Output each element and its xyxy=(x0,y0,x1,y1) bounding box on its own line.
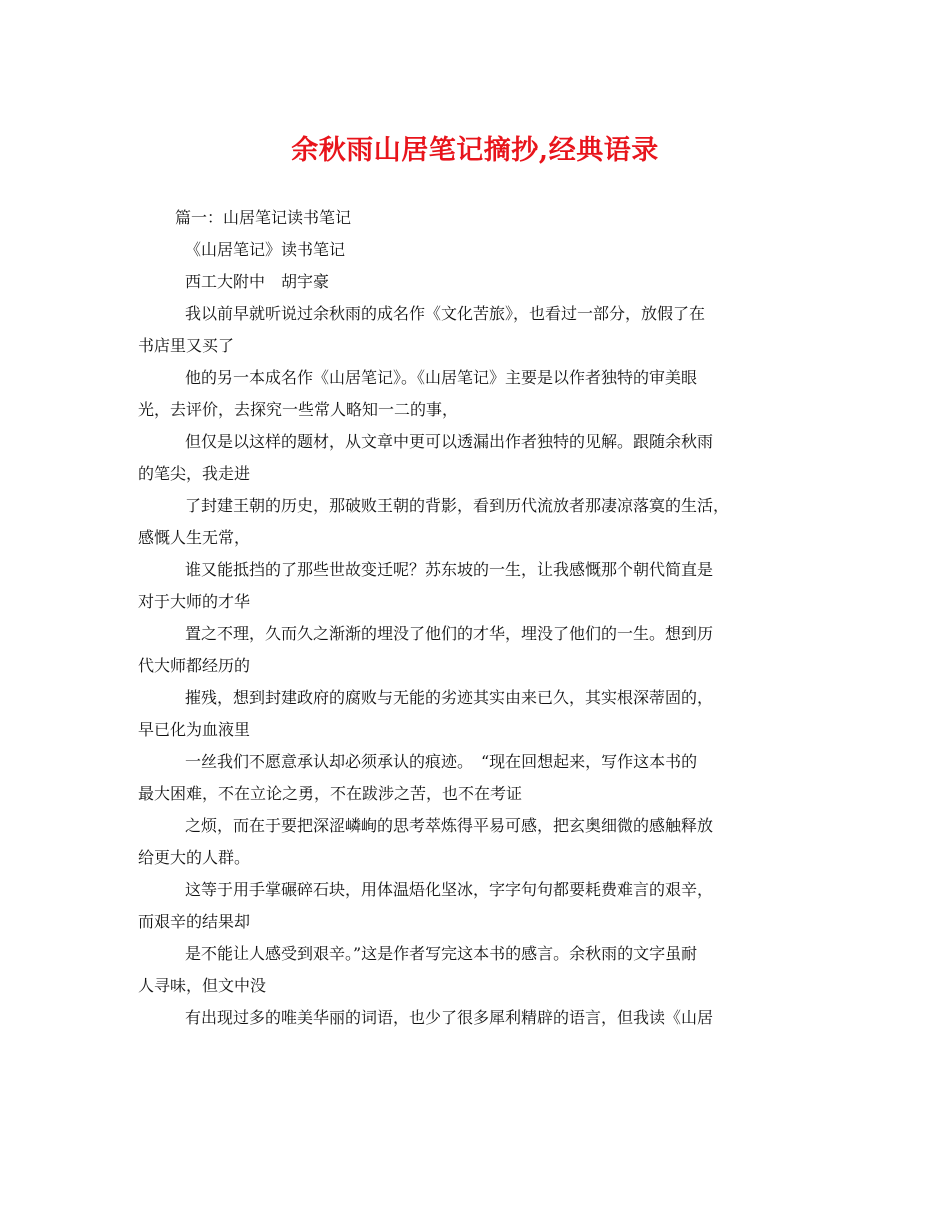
text-line: 是不能让人感受到艰辛。”这是作者写完这本书的感言。余秋雨的文字虽耐 xyxy=(185,944,698,963)
text-line: 了封建王朝的历史，那破败王朝的背影，看到历代流放者那凄凉落寞的生活， xyxy=(185,496,730,515)
text-line: 有出现过多的唯美华丽的词语，也少了很多犀利精辟的语言，但我读《山居 xyxy=(185,1008,714,1027)
text-line: 这等于用手掌碾碎石块，用体温焐化坚冰，字字句句都要耗费难言的艰辛， xyxy=(185,880,714,899)
text-line: 代大师都经历的 xyxy=(138,656,251,675)
text-line: 他的另一本成名作《山居笔记》。《山居笔记》主要是以作者独特的审美眼 xyxy=(185,368,698,387)
text-line: 一丝我们不愿意承认却必须承认的痕迹。 “现在回想起来，写作这本书的 xyxy=(185,752,698,771)
text-line: 人寻味，但文中没 xyxy=(138,976,267,995)
text-line: 谁又能抵挡的了那些世故变迁呢？苏东坡的一生，让我感慨那个朝代简直是 xyxy=(185,560,714,579)
document-body xyxy=(138,202,828,1034)
text-line: 我以前早就听说过余秋雨的成名作《文化苦旅》，也看过一部分，放假了在 xyxy=(185,304,706,323)
text-line: 最大困难，不在立论之勇，不在跋涉之苦，也不在考证 xyxy=(138,784,523,803)
text-line: 的笔尖，我走进 xyxy=(138,464,251,483)
text-line: 书店里又买了 xyxy=(138,336,235,355)
text-line: 给更大的人群。 xyxy=(138,848,251,867)
text-line: 摧残，想到封建政府的腐败与无能的劣迹其实由来已久，其实根深蒂固的， xyxy=(185,688,714,707)
document-title: 余秋雨山居笔记摘抄,经典语录 xyxy=(291,135,659,166)
text-line: 感慨人生无常， xyxy=(138,528,251,547)
text-line: 置之不理，久而久之渐渐的埋没了他们的才华，埋没了他们的一生。想到历 xyxy=(185,624,714,643)
text-line: 之烦，而在于要把深涩嶙峋的思考萃炼得平易可感，把玄奥细微的感触释放 xyxy=(185,816,714,835)
text-line: 光，去评价，去探究一些常人略知一二的事， xyxy=(138,400,459,419)
text-line: 《山居笔记》读书笔记 xyxy=(185,240,346,259)
text-line: 西工大附中 胡宇豪 xyxy=(185,272,330,291)
text-line: 早已化为血液里 xyxy=(138,720,251,739)
text-line: 篇一：山居笔记读书笔记 xyxy=(175,208,352,227)
text-line: 而艰辛的结果却 xyxy=(138,912,251,931)
text-line: 但仅是以这样的题材，从文章中更可以透漏出作者独特的见解。跟随余秋雨 xyxy=(185,432,714,451)
text-line: 对于大师的才华 xyxy=(138,592,251,611)
